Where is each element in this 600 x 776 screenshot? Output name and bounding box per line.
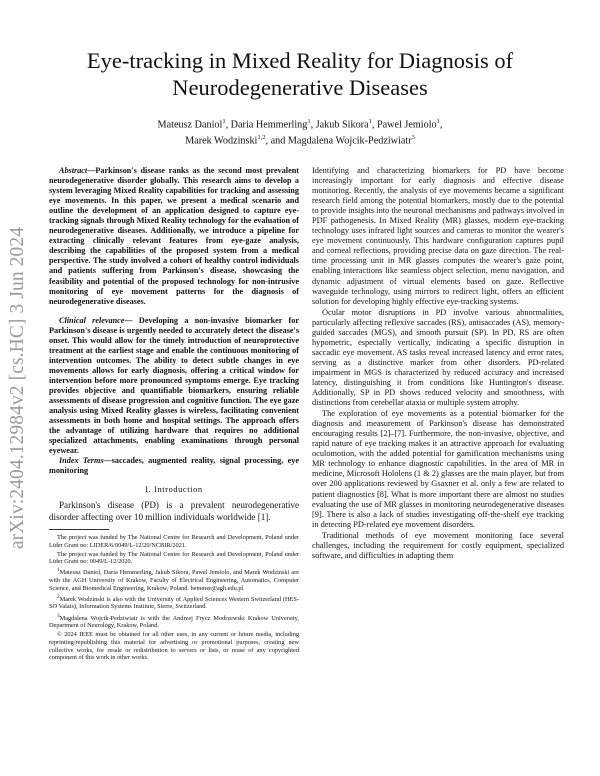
body-paragraph: Ocular motor disruptions in PD involve various abnormalities, particularly affecting reflexive saccades (RS), antisaccades (AS), memory-guided saccades (MGS), and smooth pursuit (SP). In PD, RS are often hypometric, especially vertically, indicating a specific disruption in saccadic eye movement. AS tasks reveal increased latency and error rates, serving as a distinctive marker from other disorders. PD-related impairment in MGS is characterized by reduced accuracy and increased latency, distinguishing it from conditions like Huntington's disease. Additionally, SP in PD shows reduced velocity and smoothness, with distinctions from cerebellar ataxia or multiple system atrophy. — [312, 307, 564, 408]
footnote: The project was funded by The National Centre for Research and Development, Poland under Lider Grant no: 0049/L-12/2020. — [49, 550, 299, 566]
index-terms: Index Terms—saccades, augmented reality, signal processing, eye monitoring — [49, 456, 300, 476]
left-column — [49, 166, 299, 662]
right-column — [312, 166, 564, 561]
footnote: $^2$Marek Wodzinski is also with the University of Applied Sciences Western Switzerland (HES-SO Valais), Information Systems Institute, Sierre, Switzerland. — [49, 593, 299, 611]
clinical-relevance-paragraph: Clinical relevance— Developing a non-invasive biomarker for Parkinson's disease is urgently needed to accurately detect the disease's onset. This would allow for the timely introduction of neuroprotective treatment at the earliest stage and enable the continuous monitoring of intervention outcomes. The ability to detect subtle changes in eye movements allows for early diagnosis, offering a critical window for intervention before more pronounced symptoms emerge. Eye tracking provides objective and quantifiable biomarkers, ensuring reliable assessments of disease progression and cognitive function. The eye gaze analysis using Mixed Reality glasses is wireless, facilitating convenient assessments in both home and hospital settings. The approach offers the advantage of utilizing hardware that requires no additional specialized attachments, enabling examinations through personal eyewear. — [49, 315, 300, 456]
footnote: $^3$Magdalena Wojcik-Pedziwiatr is with the Andrzej Frycz Modrzewski Krakow University, Department of Neurology, Krakow, Poland. — [49, 612, 299, 630]
body-paragraph: Identifying and characterizing biomarkers for PD have become increasingly important for early diagnosis and effective disease monitoring. Recently, the analysis of eye movements became a significant research field among the potential biomarkers, mostly due to the potential to provide insights into the neuronal mechanisms and pathways involved in PDF pathogenesis. In Mixed Reality (MR) glasses, modern eye-tracking technology uses infrared light sources and cameras to monitor the wearer's eye movement continuously. This hardware configuration captures pupil and corneal reflections, providing precise data on gaze direction. The real-time processing unit in MR glasses computes the wearer's gaze point, enabling interactions like seamless object selection, menu navigation, and dynamic adjustment of virtual elements based on gaze. Reflective waveguide technology, using mirrors to redirect light, offers an efficient solution for developing highly effective eye-tracking systems. — [312, 166, 564, 306]
footnote-rule — [49, 529, 109, 530]
footnote: The project was funded by The National Centre for Research and Development, Poland under Lider Grant no: LIDER/6/0049/L-12/20/NCBIR/2021. — [49, 534, 299, 549]
footnotes — [49, 534, 299, 662]
clinical-relevance-lead: Clinical relevance — [59, 315, 125, 325]
index-terms-text: saccades, augmented reality, signal processing, eye monitoring — [49, 456, 300, 476]
clinical-relevance-text: Developing a non-invasive biomarker for Parkinson's disease is urgently needed to accurately detect the disease's onset. This would allow for the timely introduction of neuroprotective treatment at the earliest stage and enable the continuous monitoring of intervention outcomes. The ability to detect subtle changes in eye movements allows for early diagnosis, offering a critical window for intervention before more pronounced symptoms emerge. Eye tracking provides objective and quantifiable biomarkers, ensuring reliable assessments of disease progression and cognitive function. The eye gaze analysis using Mixed Reality glasses is wireless, facilitating convenient assessments in both home and hospital settings. The approach offers the advantage of utilizing hardware that requires no additional specialized attachments, enabling examinations through personal eyewear. — [49, 315, 300, 456]
abstract — [49, 166, 299, 456]
paper-title: Eye-tracking in Mixed Reality for Diagnosis of Neurodegenerative Diseases — [86, 48, 514, 100]
authors: Mateusz Daniol$^1$, Daria Hemmerling$^1$, Jakub Sikora$^1$, Pawel Jemiolo$^1$, Marek Wodzinski$^{1,2}$, and Magdalena Wojcik-Pedziwiatr$^3$ — [157, 118, 443, 147]
abstract-text: Parkinson's disease ranks as the second most prevalent neurodegenerative disorder globally. This research aims to develop a system leveraging Mixed Reality capabilities for tracking and assessing eye movements. In this paper, we present a medical scenario and outline the development of an application designed to capture eye-tracking signals through Mixed Reality technology for the evaluation of neurodegenerative diseases. Additionally, we introduce a pipeline for extracting clinically relevant features from eye-gaze analysis, describing the capabilities of the proposed system from a medical perspective. The study involved a cohort of healthy control individuals and patients suffering from Parkinson's disease, showcasing the feasibility and potential of the proposed technology for non-intrusive monitoring of eye movement patterns for the diagnosis of neurodegenerative diseases. — [49, 166, 299, 306]
index-terms-lead: Index Terms — [59, 456, 104, 466]
body-paragraph: The exploration of eye movements as a potential biomarker for the diagnosis and measurement of Parkinson's disease has demonstrated encouraging results [2]–[7]. Furthermore, the non-invasive, objective, and rapid nature of eye tracking makes it an attractive approach for evaluating oculomotion, with the added potential for gamification mechanisms using MR technology to enhance diagnostic capabilities. In the area of MR in medicine, Microsoft Hololens (1 & 2) glasses are the main player, but from over 200 applications reviewed by Gsaxner et al. only a few are related to patient diagnostics [8]. What is more important there are almost no studies evaluating the use of MR glasses in monitoring neurodegenerative diseases [9]. There is also a lack of studies investigating off-the-shelf eye tracking in detecting PD-related eye movement disorders. — [312, 409, 564, 529]
footnote: © 2024 IEEE must be obtained for all other uses, in any current or future media, including reprinting/republishing this material for advertising or promotional purposes, creating new collective works, for resale or redistribution to servers or lists, or reuse of any copyrighted component of this work in other works. — [49, 631, 299, 662]
body-paragraph: Traditional methods of eye movement monitoring face several challenges, including the requirement for costly equipment, specialized software, and difficulties in adapting them — [312, 530, 564, 560]
arxiv-stamp: arXiv:2404.12984v2 [cs.HC] 3 Jun 2024 — [7, 226, 28, 550]
section-heading: I. Introduction — [145, 485, 203, 495]
footnote: $^1$Mateusz Daniol, Daria Hemmerling, Jakub Sikora, Pawel Jemiolo, and Marek Wodzinski are with the AGH University of Krakow, Faculty of Electrical Engineering, Automatics, Computer Science, and Biomedical Engineering, Krakow, Poland. hemmer@agh.edu.pl — [49, 567, 299, 592]
abstract-paragraph: Abstract—Parkinson's disease ranks as the second most prevalent neurodegenerative disorder globally. This research aims to develop a system leveraging Mixed Reality capabilities for tracking and assessing eye movements. In this paper, we present a medical scenario and outline the development of an application designed to capture eye-tracking signals through Mixed Reality technology for the evaluation of neurodegenerative diseases. Additionally, we introduce a pipeline for extracting clinically relevant features from eye-gaze analysis, describing the capabilities of the proposed system from a medical perspective. The study involved a cohort of healthy control individuals and patients suffering from Parkinson's disease, showcasing the feasibility and potential of the proposed technology for non-intrusive monitoring of eye movement patterns for the diagnosis of neurodegenerative diseases. — [49, 166, 299, 306]
abstract-lead: Abstract — [59, 166, 88, 175]
intro-paragraph: Parkinson's disease (PD) is a prevalent neurodegenerative disorder affecting over 10 million individuals worldwide [1]. — [49, 500, 299, 522]
